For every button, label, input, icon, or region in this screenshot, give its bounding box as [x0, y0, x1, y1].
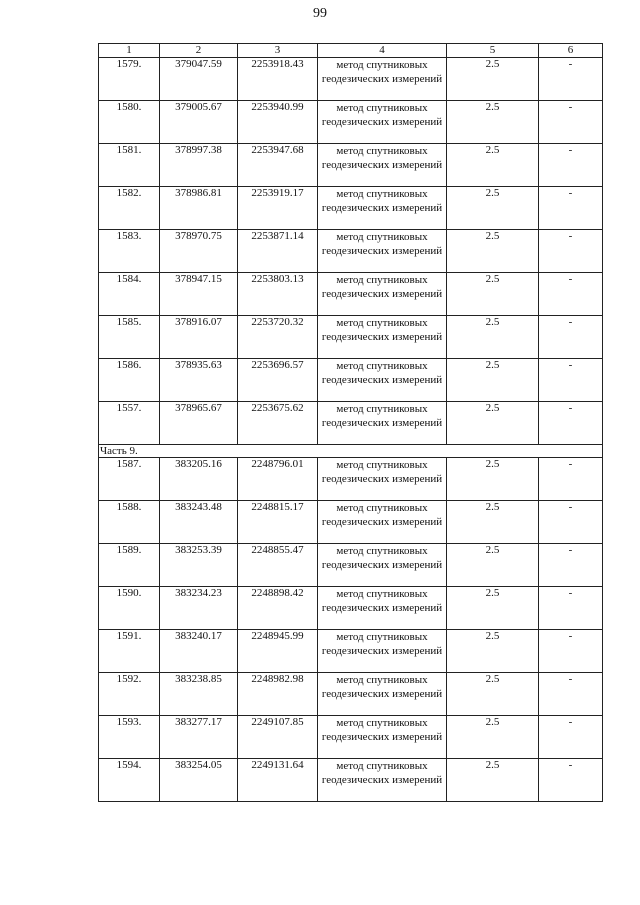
- accuracy-cell: 2.5: [447, 402, 539, 445]
- y-coordinate-cell: 2253947.68: [238, 144, 318, 187]
- x-coordinate-cell: 378935.63: [160, 359, 238, 402]
- y-coordinate-cell: 2249107.85: [238, 716, 318, 759]
- point-number-cell: 1586.: [99, 359, 160, 402]
- x-coordinate-cell: 383234.23: [160, 587, 238, 630]
- note-cell: -: [539, 630, 603, 673]
- y-coordinate-cell: 2253803.13: [238, 273, 318, 316]
- table-row: [99, 759, 603, 802]
- note-cell: -: [539, 316, 603, 359]
- y-coordinate-cell: 2248982.98: [238, 673, 318, 716]
- y-coordinate-cell: 2248945.99: [238, 630, 318, 673]
- point-number-cell: 1593.: [99, 716, 160, 759]
- point-number-cell: 1581.: [99, 144, 160, 187]
- note-cell: -: [539, 230, 603, 273]
- x-coordinate-cell: 378947.15: [160, 273, 238, 316]
- y-coordinate-cell: 2253940.99: [238, 101, 318, 144]
- x-coordinate-cell: 383243.48: [160, 501, 238, 544]
- y-coordinate-cell: 2253696.57: [238, 359, 318, 402]
- x-coordinate-cell: 383277.17: [160, 716, 238, 759]
- method-cell: метод спутниковых геодезических измерений: [318, 58, 447, 101]
- method-cell: метод спутниковых геодезических измерений: [318, 501, 447, 544]
- note-cell: -: [539, 458, 603, 501]
- x-coordinate-cell: 378970.75: [160, 230, 238, 273]
- accuracy-cell: 2.5: [447, 273, 539, 316]
- note-cell: -: [539, 716, 603, 759]
- y-coordinate-cell: 2248796.01: [238, 458, 318, 501]
- y-coordinate-cell: 2248898.42: [238, 587, 318, 630]
- accuracy-cell: 2.5: [447, 187, 539, 230]
- accuracy-cell: 2.5: [447, 359, 539, 402]
- y-coordinate-cell: 2249131.64: [238, 759, 318, 802]
- table-row: [99, 544, 603, 587]
- note-cell: -: [539, 759, 603, 802]
- column-header: 4: [318, 44, 447, 58]
- method-cell: метод спутниковых геодезических измерений: [318, 587, 447, 630]
- method-cell: метод спутниковых геодезических измерений: [318, 759, 447, 802]
- accuracy-cell: 2.5: [447, 316, 539, 359]
- table-row: [99, 402, 603, 445]
- section-row: [99, 445, 603, 458]
- y-coordinate-cell: 2253720.32: [238, 316, 318, 359]
- method-cell: метод спутниковых геодезических измерений: [318, 187, 447, 230]
- x-coordinate-cell: 378916.07: [160, 316, 238, 359]
- table-row: [99, 58, 603, 101]
- x-coordinate-cell: 383238.85: [160, 673, 238, 716]
- note-cell: -: [539, 273, 603, 316]
- method-cell: метод спутниковых геодезических измерений: [318, 230, 447, 273]
- table-row: [99, 587, 603, 630]
- method-cell: метод спутниковых геодезических измерений: [318, 316, 447, 359]
- y-coordinate-cell: 2253918.43: [238, 58, 318, 101]
- method-cell: метод спутниковых геодезических измерений: [318, 359, 447, 402]
- note-cell: -: [539, 144, 603, 187]
- page-number: 99: [313, 6, 327, 21]
- note-cell: -: [539, 501, 603, 544]
- x-coordinate-cell: 383205.16: [160, 458, 238, 501]
- method-cell: метод спутниковых геодезических измерений: [318, 458, 447, 501]
- method-cell: метод спутниковых геодезических измерений: [318, 402, 447, 445]
- y-coordinate-cell: 2248855.47: [238, 544, 318, 587]
- point-number-cell: 1557.: [99, 402, 160, 445]
- x-coordinate-cell: 378997.38: [160, 144, 238, 187]
- x-coordinate-cell: 383254.05: [160, 759, 238, 802]
- point-number-cell: 1583.: [99, 230, 160, 273]
- section-label: Часть 9.: [99, 445, 603, 458]
- point-number-cell: 1582.: [99, 187, 160, 230]
- note-cell: -: [539, 187, 603, 230]
- point-number-cell: 1592.: [99, 673, 160, 716]
- x-coordinate-cell: 378986.81: [160, 187, 238, 230]
- x-coordinate-cell: 383240.17: [160, 630, 238, 673]
- table-row: [99, 716, 603, 759]
- y-coordinate-cell: 2253919.17: [238, 187, 318, 230]
- method-cell: метод спутниковых геодезических измерений: [318, 101, 447, 144]
- table-row: [99, 273, 603, 316]
- method-cell: метод спутниковых геодезических измерений: [318, 273, 447, 316]
- column-header: 2: [160, 44, 238, 58]
- note-cell: -: [539, 587, 603, 630]
- x-coordinate-cell: 379005.67: [160, 101, 238, 144]
- method-cell: метод спутниковых геодезических измерений: [318, 544, 447, 587]
- point-number-cell: 1579.: [99, 58, 160, 101]
- table-row: [99, 144, 603, 187]
- method-cell: метод спутниковых геодезических измерений: [318, 716, 447, 759]
- accuracy-cell: 2.5: [447, 58, 539, 101]
- x-coordinate-cell: 379047.59: [160, 58, 238, 101]
- point-number-cell: 1588.: [99, 501, 160, 544]
- x-coordinate-cell: 383253.39: [160, 544, 238, 587]
- table-row: [99, 673, 603, 716]
- accuracy-cell: 2.5: [447, 630, 539, 673]
- point-number-cell: 1589.: [99, 544, 160, 587]
- point-number-cell: 1580.: [99, 101, 160, 144]
- y-coordinate-cell: 2253675.62: [238, 402, 318, 445]
- method-cell: метод спутниковых геодезических измерений: [318, 673, 447, 716]
- table-row: [99, 230, 603, 273]
- header-row: [99, 44, 603, 58]
- note-cell: -: [539, 544, 603, 587]
- table-row: [99, 101, 603, 144]
- accuracy-cell: 2.5: [447, 230, 539, 273]
- point-number-cell: 1591.: [99, 630, 160, 673]
- column-header: 1: [99, 44, 160, 58]
- table-row: [99, 501, 603, 544]
- accuracy-cell: 2.5: [447, 144, 539, 187]
- column-header: 3: [238, 44, 318, 58]
- table-row: [99, 630, 603, 673]
- method-cell: метод спутниковых геодезических измерений: [318, 144, 447, 187]
- method-cell: метод спутниковых геодезических измерений: [318, 630, 447, 673]
- y-coordinate-cell: 2248815.17: [238, 501, 318, 544]
- coordinates-table: [98, 43, 603, 802]
- table-row: [99, 458, 603, 501]
- point-number-cell: 1590.: [99, 587, 160, 630]
- point-number-cell: 1594.: [99, 759, 160, 802]
- y-coordinate-cell: 2253871.14: [238, 230, 318, 273]
- accuracy-cell: 2.5: [447, 587, 539, 630]
- note-cell: -: [539, 402, 603, 445]
- note-cell: -: [539, 359, 603, 402]
- accuracy-cell: 2.5: [447, 716, 539, 759]
- point-number-cell: 1585.: [99, 316, 160, 359]
- note-cell: -: [539, 101, 603, 144]
- table-row: [99, 359, 603, 402]
- accuracy-cell: 2.5: [447, 101, 539, 144]
- point-number-cell: 1584.: [99, 273, 160, 316]
- table-row: [99, 187, 603, 230]
- accuracy-cell: 2.5: [447, 673, 539, 716]
- note-cell: -: [539, 673, 603, 716]
- point-number-cell: 1587.: [99, 458, 160, 501]
- accuracy-cell: 2.5: [447, 458, 539, 501]
- accuracy-cell: 2.5: [447, 544, 539, 587]
- column-header: 6: [539, 44, 603, 58]
- accuracy-cell: 2.5: [447, 501, 539, 544]
- accuracy-cell: 2.5: [447, 759, 539, 802]
- column-header: 5: [447, 44, 539, 58]
- note-cell: -: [539, 58, 603, 101]
- table-row: [99, 316, 603, 359]
- x-coordinate-cell: 378965.67: [160, 402, 238, 445]
